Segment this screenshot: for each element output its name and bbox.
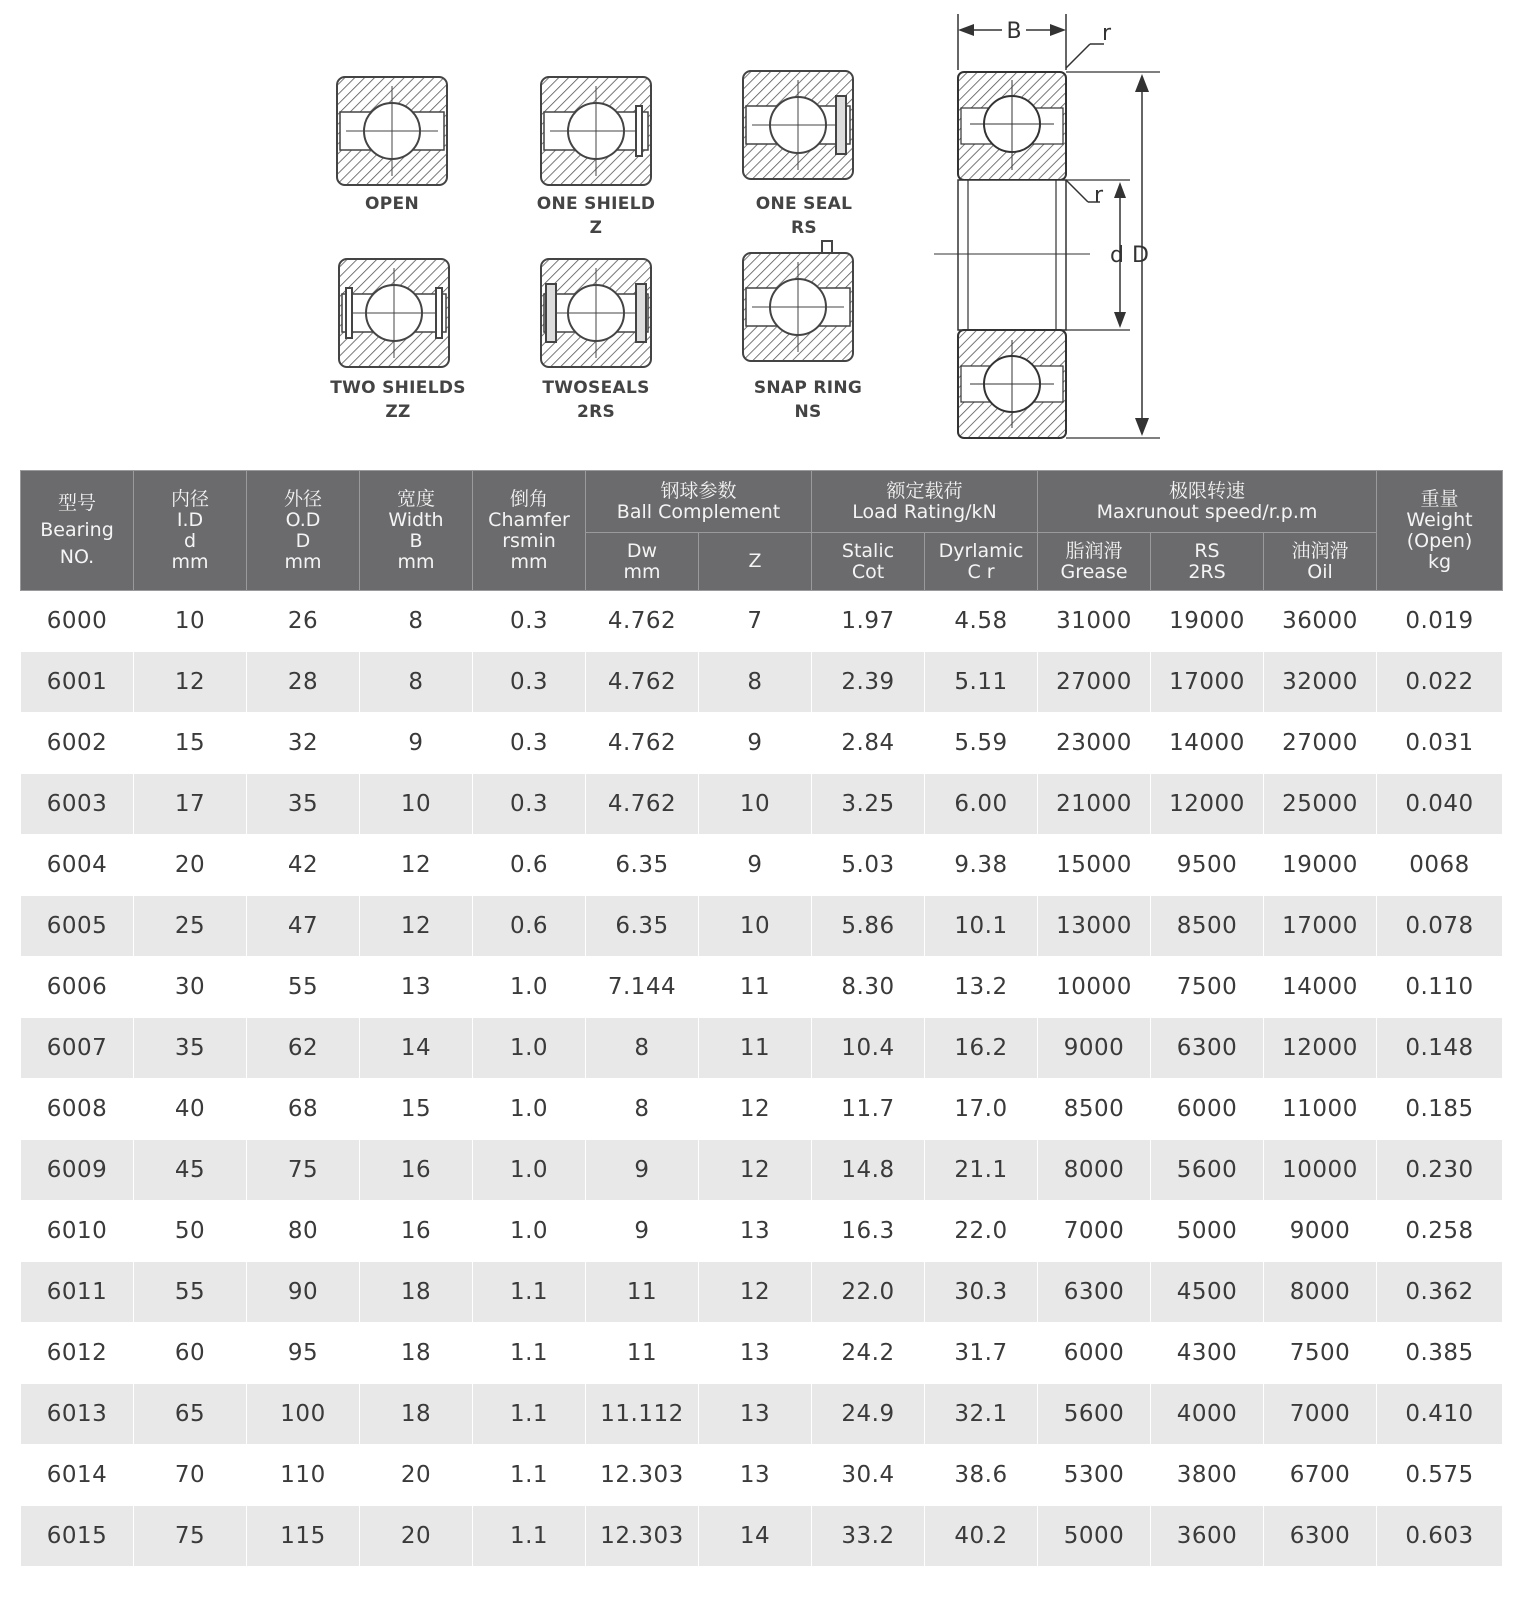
table-cell: 0.385	[1377, 1323, 1503, 1384]
table-cell: 1.0	[473, 957, 586, 1018]
table-cell: 6009	[21, 1140, 134, 1201]
header-ball-complement: 钢球参数 Ball Complement	[586, 471, 812, 533]
table-cell: 8	[586, 1079, 699, 1140]
table-body	[21, 591, 1503, 1567]
table-cell: 6002	[21, 713, 134, 774]
table-cell: 5.11	[925, 652, 1038, 713]
table-cell: 31000	[1038, 591, 1151, 652]
table-cell: 10	[360, 774, 473, 835]
table-cell: 1.1	[473, 1384, 586, 1445]
table-cell: 0068	[1377, 835, 1503, 896]
table-row	[21, 591, 1503, 652]
table-row	[21, 1384, 1503, 1445]
table-cell: 55	[134, 1262, 247, 1323]
table-cell: 13.2	[925, 957, 1038, 1018]
table-cell: 6004	[21, 835, 134, 896]
table-row	[21, 1079, 1503, 1140]
table-cell: 18	[360, 1323, 473, 1384]
table-cell: 9	[360, 713, 473, 774]
table-cell: 0.040	[1377, 774, 1503, 835]
table-cell: 16	[360, 1140, 473, 1201]
table-cell: 0.603	[1377, 1506, 1503, 1567]
table-cell: 6012	[21, 1323, 134, 1384]
bearing-cross-section-diagram	[930, 10, 1220, 450]
type-label-snap-ring: SNAP RING NS	[753, 378, 863, 422]
table-cell: 15000	[1038, 835, 1151, 896]
table-cell: 27000	[1038, 652, 1151, 713]
table-cell: 2.84	[812, 713, 925, 774]
table-cell: 8	[699, 652, 812, 713]
table-cell: 1.0	[473, 1201, 586, 1262]
table-cell: 1.1	[473, 1262, 586, 1323]
type-label-two-seals: TWOSEALS 2RS	[542, 378, 650, 422]
table-cell: 16	[360, 1201, 473, 1262]
table-cell: 12000	[1264, 1018, 1377, 1079]
table-cell: 4000	[1151, 1384, 1264, 1445]
table-cell: 5.03	[812, 835, 925, 896]
table-cell: 13	[699, 1323, 812, 1384]
table-cell: 10000	[1264, 1140, 1377, 1201]
table-cell: 13	[699, 1445, 812, 1506]
table-cell: 17000	[1264, 896, 1377, 957]
table-cell: 11.112	[586, 1384, 699, 1445]
one-shield-bearing-diagram	[540, 76, 652, 186]
table-row	[21, 1262, 1503, 1323]
table-cell: 4.762	[586, 774, 699, 835]
header-bearing-no: 型号 Bearing NO.	[21, 471, 134, 591]
table-cell: 12000	[1151, 774, 1264, 835]
table-cell: 7000	[1264, 1384, 1377, 1445]
table-cell: 3800	[1151, 1445, 1264, 1506]
table-cell: 9	[586, 1201, 699, 1262]
two-shields-bearing-diagram	[338, 258, 450, 368]
table-cell: 6015	[21, 1506, 134, 1567]
table-cell: 5000	[1151, 1201, 1264, 1262]
table-cell: 9.38	[925, 835, 1038, 896]
table-cell: 6300	[1038, 1262, 1151, 1323]
table-cell: 5300	[1038, 1445, 1151, 1506]
table-cell: 0.6	[473, 835, 586, 896]
table-cell: 6005	[21, 896, 134, 957]
table-cell: 6001	[21, 652, 134, 713]
table-cell: 12.303	[586, 1445, 699, 1506]
table-cell: 33.2	[812, 1506, 925, 1567]
type-label-one-seal: ONE SEAL RS	[755, 194, 853, 238]
table-cell: 6.00	[925, 774, 1038, 835]
table-cell: 70	[134, 1445, 247, 1506]
table-cell: 8	[360, 591, 473, 652]
table-cell: 5.59	[925, 713, 1038, 774]
table-cell: 6000	[21, 591, 134, 652]
table-cell: 1.1	[473, 1445, 586, 1506]
table-cell: 11	[586, 1323, 699, 1384]
table-cell: 21.1	[925, 1140, 1038, 1201]
table-cell: 42	[247, 835, 360, 896]
table-cell: 14.8	[812, 1140, 925, 1201]
table-cell: 9	[586, 1140, 699, 1201]
table-cell: 0.3	[473, 713, 586, 774]
table-cell: 4.762	[586, 713, 699, 774]
table-row	[21, 1201, 1503, 1262]
table-cell: 35	[247, 774, 360, 835]
header-load-static: Stalic Cot	[812, 533, 925, 591]
table-cell: 60	[134, 1323, 247, 1384]
table-row	[21, 1140, 1503, 1201]
table-cell: 10.1	[925, 896, 1038, 957]
table-cell: 35	[134, 1018, 247, 1079]
table-cell: 8	[586, 1018, 699, 1079]
table-cell: 14000	[1151, 713, 1264, 774]
table-cell: 6300	[1151, 1018, 1264, 1079]
table-cell: 115	[247, 1506, 360, 1567]
table-cell: 6000	[1151, 1079, 1264, 1140]
open-bearing-diagram	[336, 76, 448, 186]
table-cell: 6008	[21, 1079, 134, 1140]
header-max-speed: 极限转速 Maxrunout speed/r.p.m	[1038, 471, 1377, 533]
table-cell: 6013	[21, 1384, 134, 1445]
table-cell: 5.86	[812, 896, 925, 957]
table-cell: 9	[699, 713, 812, 774]
table-row	[21, 835, 1503, 896]
table-cell: 17000	[1151, 652, 1264, 713]
type-label-open: OPEN	[365, 194, 419, 214]
table-cell: 3.25	[812, 774, 925, 835]
table-row	[21, 896, 1503, 957]
table-cell: 12	[360, 896, 473, 957]
table-cell: 8	[360, 652, 473, 713]
header-speed-oil: 油润滑 Oil	[1264, 533, 1377, 591]
table-cell: 13	[699, 1384, 812, 1445]
table-cell: 8000	[1038, 1140, 1151, 1201]
table-cell: 40.2	[925, 1506, 1038, 1567]
table-cell: 32000	[1264, 652, 1377, 713]
table-cell: 20	[360, 1445, 473, 1506]
table-cell: 4300	[1151, 1323, 1264, 1384]
table-cell: 1.1	[473, 1506, 586, 1567]
table-cell: 0.575	[1377, 1445, 1503, 1506]
table-cell: 0.022	[1377, 652, 1503, 713]
table-cell: 1.97	[812, 591, 925, 652]
table-cell: 65	[134, 1384, 247, 1445]
table-cell: 24.9	[812, 1384, 925, 1445]
table-cell: 6000	[1038, 1323, 1151, 1384]
chamfer-r-label: r	[1102, 21, 1112, 46]
table-cell: 11	[699, 957, 812, 1018]
table-cell: 0.3	[473, 652, 586, 713]
table-cell: 75	[247, 1140, 360, 1201]
type-label-two-shields: TWO SHIELDS ZZ	[330, 378, 466, 422]
type-label-one-shield: ONE SHIELD Z	[536, 194, 656, 238]
table-cell: 8000	[1264, 1262, 1377, 1323]
table-cell: 21000	[1038, 774, 1151, 835]
table-cell: 26	[247, 591, 360, 652]
table-cell: 24.2	[812, 1323, 925, 1384]
table-cell: 4.762	[586, 652, 699, 713]
table-cell: 4500	[1151, 1262, 1264, 1323]
table-cell: 28	[247, 652, 360, 713]
table-cell: 0.185	[1377, 1079, 1503, 1140]
table-cell: 0.258	[1377, 1201, 1503, 1262]
table-cell: 15	[360, 1079, 473, 1140]
table-cell: 23000	[1038, 713, 1151, 774]
table-cell: 6007	[21, 1018, 134, 1079]
table-cell: 62	[247, 1018, 360, 1079]
table-cell: 11	[699, 1018, 812, 1079]
table-cell: 19000	[1264, 835, 1377, 896]
table-cell: 25	[134, 896, 247, 957]
table-cell: 75	[134, 1506, 247, 1567]
table-cell: 11.7	[812, 1079, 925, 1140]
header-width: 宽度 Width B mm	[360, 471, 473, 591]
table-cell: 4.58	[925, 591, 1038, 652]
table-cell: 47	[247, 896, 360, 957]
table-header	[21, 471, 1503, 591]
header-load-dynamic: Dyrlamic C r	[925, 533, 1038, 591]
table-cell: 90	[247, 1262, 360, 1323]
table-row	[21, 1018, 1503, 1079]
snap-ring-bearing-diagram	[742, 240, 854, 362]
table-cell: 0.031	[1377, 713, 1503, 774]
table-cell: 0.3	[473, 774, 586, 835]
table-cell: 9000	[1264, 1201, 1377, 1262]
table-cell: 32.1	[925, 1384, 1038, 1445]
table-cell: 12	[699, 1140, 812, 1201]
table-cell: 9000	[1038, 1018, 1151, 1079]
table-cell: 12	[699, 1079, 812, 1140]
chamfer-r-inner-label: r	[1094, 183, 1104, 208]
table-row	[21, 713, 1503, 774]
table-cell: 12	[134, 652, 247, 713]
table-cell: 16.2	[925, 1018, 1038, 1079]
table-cell: 6.35	[586, 896, 699, 957]
table-cell: 6010	[21, 1201, 134, 1262]
table-cell: 7.144	[586, 957, 699, 1018]
table-cell: 100	[247, 1384, 360, 1445]
table-cell: 6700	[1264, 1445, 1377, 1506]
table-cell: 4.762	[586, 591, 699, 652]
table-cell: 14	[699, 1506, 812, 1567]
table-cell: 0.078	[1377, 896, 1503, 957]
table-cell: 36000	[1264, 591, 1377, 652]
table-cell: 50	[134, 1201, 247, 1262]
table-cell: 1.0	[473, 1079, 586, 1140]
table-cell: 10000	[1038, 957, 1151, 1018]
table-cell: 1.1	[473, 1323, 586, 1384]
table-cell: 0.410	[1377, 1384, 1503, 1445]
table-cell: 6011	[21, 1262, 134, 1323]
table-cell: 30.4	[812, 1445, 925, 1506]
header-speed-grease: 脂润滑 Grease	[1038, 533, 1151, 591]
table-cell: 10.4	[812, 1018, 925, 1079]
table-row	[21, 652, 1503, 713]
header-chamfer: 倒角 Chamfer rsmin mm	[473, 471, 586, 591]
table-cell: 0.6	[473, 896, 586, 957]
table-cell: 0.3	[473, 591, 586, 652]
table-cell: 16.3	[812, 1201, 925, 1262]
table-cell: 7500	[1264, 1323, 1377, 1384]
table-row	[21, 1506, 1503, 1567]
table-cell: 6006	[21, 957, 134, 1018]
table-cell: 3600	[1151, 1506, 1264, 1567]
table-cell: 19000	[1151, 591, 1264, 652]
table-cell: 0.019	[1377, 591, 1503, 652]
outer-d-label: D	[1132, 243, 1149, 268]
table-cell: 6003	[21, 774, 134, 835]
table-cell: 80	[247, 1201, 360, 1262]
table-cell: 7500	[1151, 957, 1264, 1018]
table-cell: 0.110	[1377, 957, 1503, 1018]
table-cell: 1.0	[473, 1018, 586, 1079]
table-cell: 17.0	[925, 1079, 1038, 1140]
table-cell: 10	[699, 774, 812, 835]
table-cell: 14000	[1264, 957, 1377, 1018]
table-cell: 17	[134, 774, 247, 835]
table-cell: 7000	[1038, 1201, 1151, 1262]
table-cell: 5600	[1038, 1384, 1151, 1445]
table-cell: 1.0	[473, 1140, 586, 1201]
header-weight: 重量 Weight (Open) kg	[1377, 471, 1503, 591]
table-cell: 12.303	[586, 1506, 699, 1567]
table-cell: 5000	[1038, 1506, 1151, 1567]
table-cell: 30.3	[925, 1262, 1038, 1323]
bore-d-label: d	[1110, 243, 1124, 268]
table-cell: 2.39	[812, 652, 925, 713]
header-inner-diameter: 内径 I.D d mm	[134, 471, 247, 591]
table-cell: 0.148	[1377, 1018, 1503, 1079]
table-cell: 31.7	[925, 1323, 1038, 1384]
header-speed-rs: RS 2RS	[1151, 533, 1264, 591]
table-cell: 15	[134, 713, 247, 774]
table-cell: 0.230	[1377, 1140, 1503, 1201]
table-cell: 11	[586, 1262, 699, 1323]
table-cell: 13000	[1038, 896, 1151, 957]
table-cell: 18	[360, 1384, 473, 1445]
table-cell: 12	[699, 1262, 812, 1323]
header-ball-dw: Dw mm	[586, 533, 699, 591]
header-outer-diameter: 外径 O.D D mm	[247, 471, 360, 591]
header-load-rating: 额定载荷 Load Rating/kN	[812, 471, 1038, 533]
table-cell: 13	[360, 957, 473, 1018]
table-cell: 10	[134, 591, 247, 652]
table-cell: 8500	[1038, 1079, 1151, 1140]
width-b-label: B	[1006, 19, 1022, 44]
table-cell: 5600	[1151, 1140, 1264, 1201]
table-cell: 10	[699, 896, 812, 957]
table-cell: 45	[134, 1140, 247, 1201]
table-cell: 9500	[1151, 835, 1264, 896]
table-row	[21, 957, 1503, 1018]
two-seals-bearing-diagram	[540, 258, 652, 368]
table-cell: 95	[247, 1323, 360, 1384]
table-cell: 40	[134, 1079, 247, 1140]
table-cell: 8.30	[812, 957, 925, 1018]
table-row	[21, 774, 1503, 835]
table-cell: 20	[134, 835, 247, 896]
table-cell: 30	[134, 957, 247, 1018]
table-cell: 6.35	[586, 835, 699, 896]
table-cell: 9	[699, 835, 812, 896]
table-cell: 6014	[21, 1445, 134, 1506]
bearing-spec-table	[20, 470, 1503, 1567]
table-cell: 7	[699, 591, 812, 652]
table-cell: 8500	[1151, 896, 1264, 957]
table-cell: 6300	[1264, 1506, 1377, 1567]
table-cell: 110	[247, 1445, 360, 1506]
table-cell: 55	[247, 957, 360, 1018]
table-cell: 68	[247, 1079, 360, 1140]
table-cell: 14	[360, 1018, 473, 1079]
table-cell: 22.0	[925, 1201, 1038, 1262]
table-cell: 27000	[1264, 713, 1377, 774]
one-seal-bearing-diagram	[742, 70, 854, 180]
table-cell: 38.6	[925, 1445, 1038, 1506]
table-cell: 22.0	[812, 1262, 925, 1323]
table-row	[21, 1445, 1503, 1506]
table-cell: 25000	[1264, 774, 1377, 835]
table-cell: 18	[360, 1262, 473, 1323]
table-cell: 11000	[1264, 1079, 1377, 1140]
table-cell: 20	[360, 1506, 473, 1567]
table-cell: 12	[360, 835, 473, 896]
table-row	[21, 1323, 1503, 1384]
header-ball-z: Z	[699, 533, 812, 591]
table-cell: 32	[247, 713, 360, 774]
table-cell: 13	[699, 1201, 812, 1262]
table-cell: 0.362	[1377, 1262, 1503, 1323]
